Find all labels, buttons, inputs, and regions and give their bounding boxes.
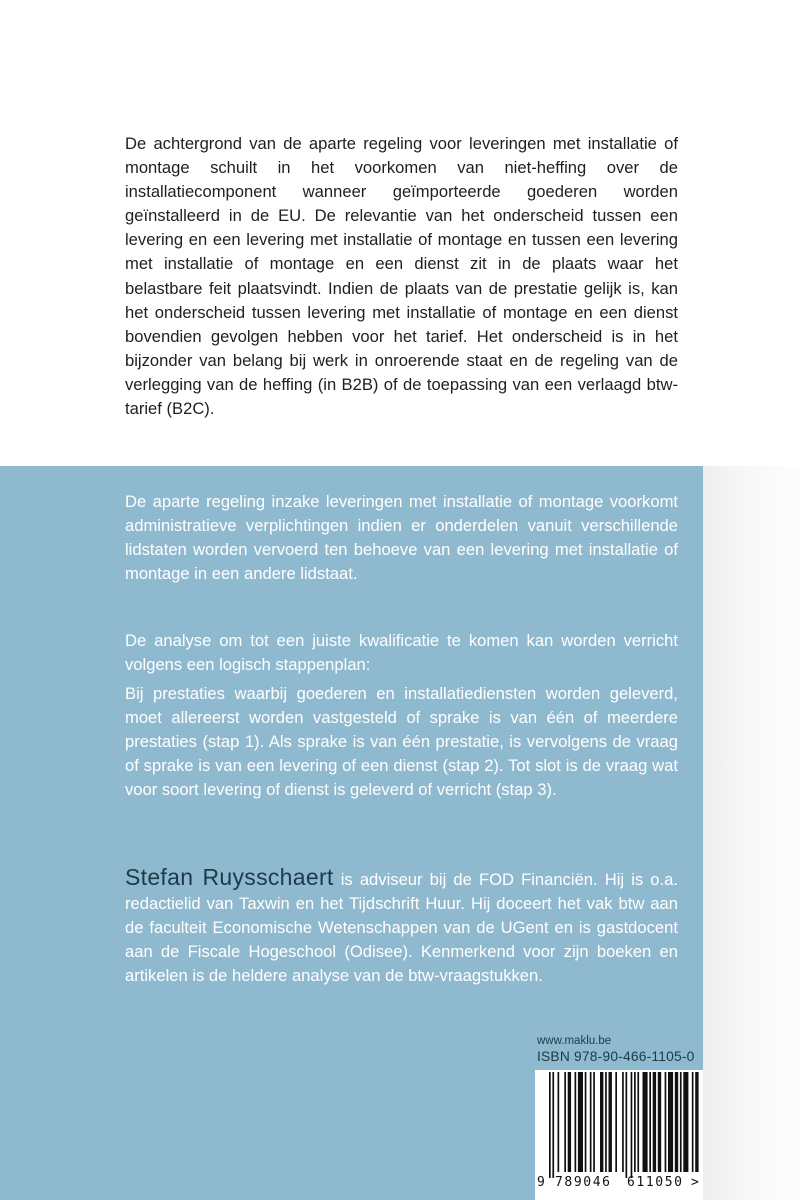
blurb-paragraph-3: Bij prestaties waarbij goederen en installatiediensten worden geleverd, moet allereerst worden vastgesteld of sprake is van één of meerdere prestaties (stap 1). Als sprake is van één prestatie, is vervolgens de vraag of sprake is van een levering of een dienst (stap 2). Tot slot is de vraag wat voor soort levering of dienst is geleverd of verricht (stap 3). <box>125 684 678 800</box>
publisher-website: www.maklu.be <box>537 1035 612 1047</box>
barcode-bar <box>605 1072 607 1172</box>
barcode-bar <box>653 1072 656 1172</box>
barcode-bar <box>578 1072 583 1172</box>
barcode-bar <box>568 1072 571 1172</box>
barcode-bars <box>535 1070 703 1178</box>
barcode-bar <box>590 1072 592 1172</box>
author-bio-text: is adviseur bij de FOD Financiën. Hij is o.a. redactielid van Taxwin en het Tijdschrift Huur. Hij doceert het vak btw aan de faculteit Economische Wetenschappen van de UGent en is gastdocent aan de Fiscale Hogeschool (Odisee). Kenmerkend voor zijn boeken en artikelen is de heldere analyse van de btw-vraagstukken. <box>125 870 678 986</box>
barcode-bar <box>658 1072 661 1172</box>
isbn-label: ISBN 978-90-466-1105-0 <box>537 1049 695 1064</box>
barcode-bar <box>665 1072 667 1172</box>
barcode-bar <box>634 1072 636 1172</box>
intro-paragraph: De achtergrond van de aparte regeling voor leveringen met installatie of montage schuilt in het voorkomen van niet-heffing over de installatiecomponent wanneer geïmporteerde goederen worden geïnstalleerd in de EU. De relevantie van het onderscheid tussen een levering en een levering met installatie of montage en tussen een levering met installatie of montage en een dienst zit in de plaats waar het belastbare feit plaatsvindt. Indien de plaats van de prestatie gelijk is, kan het onderscheid tussen levering met installatie of montage en een dienst bovendien gevolgen hebben voor het tarief. Het onderscheid is in het bijzonder van belang bij werk in onroerende staat en de regeling van de verlegging van de heffing (in B2B) of de toepassing van een verlaagd btw-tarief (B2C). <box>125 134 678 419</box>
barcode-marker: > <box>691 1175 699 1190</box>
barcode-bar <box>585 1072 587 1172</box>
barcode-bar <box>549 1072 551 1178</box>
barcode-bar <box>683 1072 688 1172</box>
upper-white-section <box>0 0 800 466</box>
barcode-left-group: 789046 <box>555 1175 612 1190</box>
barcode-bar <box>680 1072 682 1172</box>
barcode-digits <box>535 1175 703 1195</box>
barcode-bar <box>552 1072 554 1178</box>
barcode-bar <box>692 1072 694 1172</box>
barcode-bar <box>558 1072 560 1172</box>
barcode-bar <box>609 1072 612 1172</box>
barcode-bar <box>643 1072 648 1172</box>
barcode-bar <box>622 1072 624 1172</box>
spine-gradient-strip <box>703 466 800 1200</box>
barcode-bar <box>615 1072 617 1172</box>
blurb-paragraph-1: De aparte regeling inzake leveringen met installatie of montage voorkomt administratieve verplichtingen indien er onderdelen vanuit verschillende lidstaten worden vervoerd ten behoeve van een levering met installatie of montage in een andere lidstaat. <box>125 492 678 584</box>
barcode-bar <box>600 1072 603 1172</box>
barcode-bar <box>631 1072 633 1178</box>
barcode-bar <box>675 1072 678 1172</box>
barcode-bar <box>649 1072 651 1172</box>
author-name: Stefan Ruysschaert <box>125 864 334 890</box>
author-bio <box>125 865 678 988</box>
barcode-bar <box>637 1072 639 1172</box>
barcode-bar <box>564 1072 566 1172</box>
blurb-paragraph-2: De analyse om tot een juiste kwalificatie te komen kan worden verricht volgens een logisch stappenplan: <box>125 631 678 675</box>
barcode-right-group: 611050 <box>627 1175 684 1190</box>
barcode-bar <box>668 1072 673 1172</box>
barcode-bar <box>575 1072 577 1172</box>
barcode-bar <box>626 1072 628 1178</box>
barcode-lead-digit: 9 <box>537 1175 545 1190</box>
barcode-bar <box>695 1072 698 1172</box>
barcode <box>535 1070 703 1200</box>
barcode-bar <box>593 1072 595 1172</box>
